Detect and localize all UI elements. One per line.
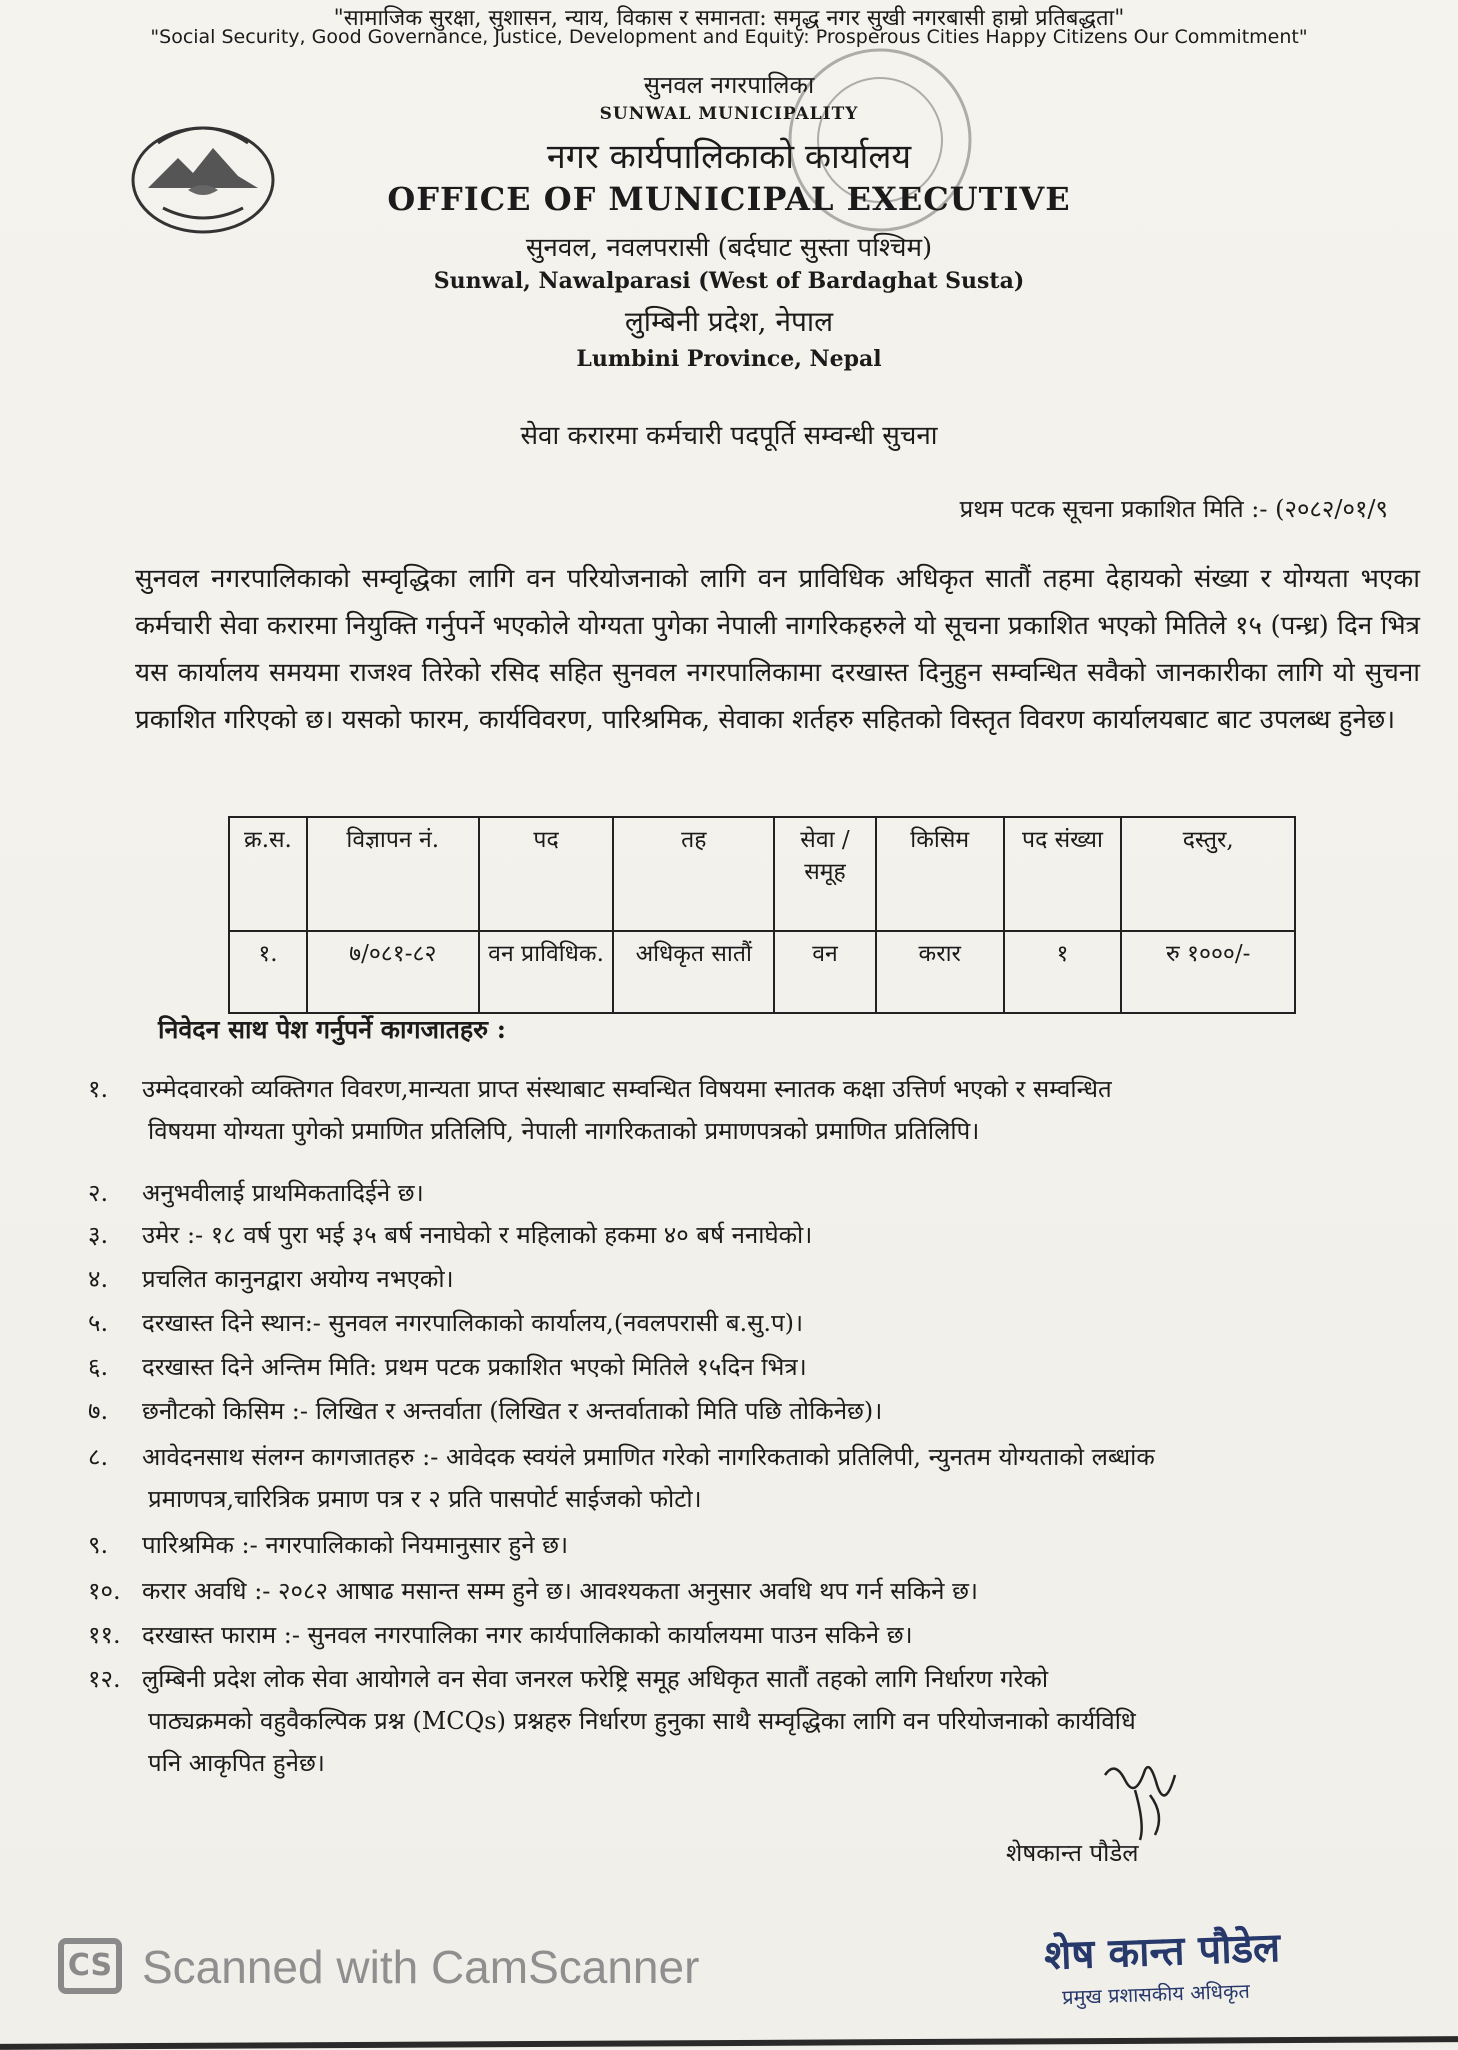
- list-item-number: १.: [88, 1075, 109, 1103]
- list-item-number: ६.: [88, 1353, 109, 1381]
- list-item: [88, 1390, 1428, 1432]
- list-item: [88, 1172, 1428, 1214]
- list-item-continuation: प्रमाणपत्र,चारित्रिक प्रमाण पत्र र २ प्रति पासपोर्ट साईजको फोटो।: [148, 1485, 702, 1513]
- list-item-text: दरखास्त दिने स्थान:- सुनवल नगरपालिकाको कार्यालय,(नवलपरासी ब.सु.प)।: [142, 1309, 804, 1337]
- list-item: [88, 1346, 1428, 1388]
- address-english: Sunwal, Nawalparasi (West of Bardaghat Susta): [433, 268, 1025, 294]
- table-cell: अधिकृत सातौं: [613, 931, 774, 1013]
- documents-heading: निवेदन साथ पेश गर्नुपर्ने कागजातहरु :: [158, 1015, 506, 1044]
- table-header: तह: [613, 817, 774, 931]
- list-item: [88, 1068, 1428, 1152]
- signatory-name: शेषकान्त पौडेल: [1006, 1839, 1139, 1867]
- table-header-row: [229, 817, 1295, 931]
- notice-body: सुनवल नगरपालिकाको सम्वृद्धिका लागि वन परियोजनाको लागि वन प्राविधिक अधिकृत सातौं तहमा देहायको संख्या र योग्यता भएका कर्मचारी सेवा करारमा नियुक्ति गर्नुपर्ने भएकोले योग्यता पुगेका नेपाली नागरिकहरुले यो सूचना प्रकाशित भएको मितिले १५ (पन्ध्र) दिन भित्र यस कार्यालय समयमा राजश्व तिरेको रसिद सहित सुनवल नगरपालिकामा दरखास्त दिनुहुन सम्वन्धित सवैको जानकारीका लागि यो सुचना प्रकाशित गरिएको छ। यसको फारम, कार्यविवरण, पारिश्रमिक, सेवाका शर्तहरु सहितको विस्तृत विवरण कार्यालयबाट बाट उपलब्ध हुनेछ।: [135, 564, 1420, 735]
- list-item-number: २.: [88, 1179, 109, 1207]
- list-item-text: लुम्बिनी प्रदेश लोक सेवा आयोगले वन सेवा जनरल फरेष्ट्रि समूह अधिकृत सातौं तहको लागि निर्धारण गरेको: [142, 1665, 1049, 1693]
- list-item-text: दरखास्त फाराम :- सुनवल नगरपालिका नगर कार्यपालिकाको कार्यालयमा पाउन सकिने छ।: [142, 1621, 913, 1649]
- list-item: [88, 1524, 1428, 1566]
- watermark-text: Scanned with CamScanner: [142, 1941, 700, 1993]
- vacancy-table: [228, 816, 1296, 1014]
- table-cell: रु १०००/-: [1121, 931, 1295, 1013]
- list-item-text: छनौटको किसिम :- लिखित र अन्तर्वाता (लिखित र अन्तर्वाताको मिति पछि तोकिनेछ)।: [142, 1397, 883, 1425]
- table-header: क्र.स.: [229, 817, 307, 931]
- municipality-name-english: SUNWAL MUNICIPALITY: [599, 104, 859, 124]
- list-item: [88, 1302, 1428, 1344]
- table-row: [229, 931, 1295, 1013]
- office-name-english: OFFICE OF MUNICIPAL EXECUTIVE: [387, 180, 1071, 218]
- office-name-nepali: नगर कार्यपालिकाको कार्यालय: [546, 137, 912, 177]
- list-item-number: ८.: [88, 1443, 109, 1471]
- motto-nepali: "सामाजिक सुरक्षा, सुशासन, न्याय, विकास र समानता: समृद्ध नगर सुखी नगरबासी हाम्रो प्रतिबद्धता": [333, 6, 1125, 31]
- list-item-text: दरखास्त दिने अन्तिम मिति: प्रथम पटक प्रकाशित भएको मितिले १५दिन भित्र।: [142, 1353, 807, 1381]
- table-header: सेवा / समूह: [774, 817, 876, 931]
- list-item: [88, 1614, 1428, 1656]
- list-item-number: ४.: [88, 1265, 109, 1293]
- list-item: [88, 1214, 1428, 1256]
- list-item-continuation: पाठ्यक्रमको वहुवैकल्पिक प्रश्न (MCQs) प्रश्नहरु निर्धारण हुनुका साथै सम्वृद्धिका लागि वन परियोजनाको कार्यविधि: [148, 1707, 1136, 1735]
- list-item-text: पारिश्रमिक :- नगरपालिकाको नियमानुसार हुने छ।: [142, 1531, 569, 1559]
- list-item-text: अनुभवीलाई प्राथमिकतादिईने छ।: [142, 1179, 424, 1207]
- province-english: Lumbini Province, Nepal: [576, 346, 882, 372]
- table-header: पद संख्या: [1004, 817, 1122, 931]
- list-item-number: ५.: [88, 1309, 109, 1337]
- table-cell: वन: [774, 931, 876, 1013]
- table-cell: ७/०८१-८२: [307, 931, 479, 1013]
- table-cell: १: [1004, 931, 1122, 1013]
- notice-subject: सेवा करारमा कर्मचारी पदपूर्ति सम्वन्धी सुचना: [520, 421, 938, 451]
- table-header: किसिम: [876, 817, 1004, 931]
- table-header: दस्तुर,: [1121, 817, 1295, 931]
- list-item: [88, 1258, 1428, 1300]
- list-item: [88, 1570, 1428, 1612]
- list-item-number: ७.: [88, 1397, 109, 1425]
- signature-stamp-title: प्रमुख प्रशासकीय अधिकृत: [1061, 1978, 1251, 2010]
- municipality-name-nepali: सुनवल नगरपालिका: [643, 71, 815, 99]
- province-nepali: लुम्बिनी प्रदेश, नेपाल: [624, 305, 834, 338]
- signature-scribble-icon: [1095, 1755, 1190, 1845]
- table-cell: करार: [876, 931, 1004, 1013]
- table-header: पद: [479, 817, 614, 931]
- signature-stamp-name: शेष कान्त पौडेल: [1043, 1924, 1281, 1980]
- camscanner-logo-icon: CS: [58, 1938, 122, 1994]
- motto-english: "Social Security, Good Governance, Justice, Development and Equity: Prosperous Cities Happy Citizens Our Commitment": [150, 26, 1308, 48]
- list-item-continuation: पनि आकृपित हुनेछ।: [148, 1749, 325, 1777]
- list-item-text: उमेर :- १८ वर्ष पुरा भई ३५ बर्ष ननाघेको र महिलाको हकमा ४० बर्ष ननाघेको।: [142, 1221, 813, 1249]
- list-item-number: ९.: [88, 1531, 109, 1559]
- list-item-text: करार अवधि :- २०८२ आषाढ मसान्त सम्म हुने छ। आवश्यकता अनुसार अवधि थप गर्न सकिने छ।: [142, 1577, 979, 1605]
- table-cell: १.: [229, 931, 307, 1013]
- table-header: विज्ञापन नं.: [307, 817, 479, 931]
- table-cell: वन प्राविधिक.: [479, 931, 614, 1013]
- list-item-text: आवेदनसाथ संलग्न कागजातहरु :- आवेदक स्वयंले प्रमाणित गरेको नागरिकताको प्रतिलिपी, न्युनतम योग्यताको लब्धांक: [142, 1443, 1155, 1471]
- list-item-number: १०.: [88, 1577, 121, 1605]
- list-item-text: प्रचलित कानुनद्वारा अयोग्य नभएको।: [142, 1265, 454, 1293]
- list-item-number: ११.: [88, 1621, 121, 1649]
- list-item-number: ३.: [88, 1221, 109, 1249]
- list-item-text: उम्मेदवारको व्यक्तिगत विवरण,मान्यता प्राप्त संस्थाबाट सम्वन्धित विषयमा स्नातक कक्षा उत्तिर्ण भएको र सम्वन्धित: [142, 1075, 1112, 1103]
- list-item: [88, 1658, 1428, 1784]
- list-item: [88, 1436, 1428, 1520]
- address-nepali: सुनवल, नवलपरासी (बर्दघाट सुस्ता पश्चिम): [525, 233, 933, 263]
- publish-date: प्रथम पटक सूचना प्रकाशित मिति :- (२०८२/०१/९: [959, 495, 1388, 523]
- list-item-number: १२.: [88, 1665, 121, 1693]
- list-item-continuation: विषयमा योग्यता पुगेको प्रमाणित प्रतिलिपि, नेपाली नागरिकताको प्रमाणपत्रको प्रमाणित प्रतिलिपि।: [148, 1117, 980, 1145]
